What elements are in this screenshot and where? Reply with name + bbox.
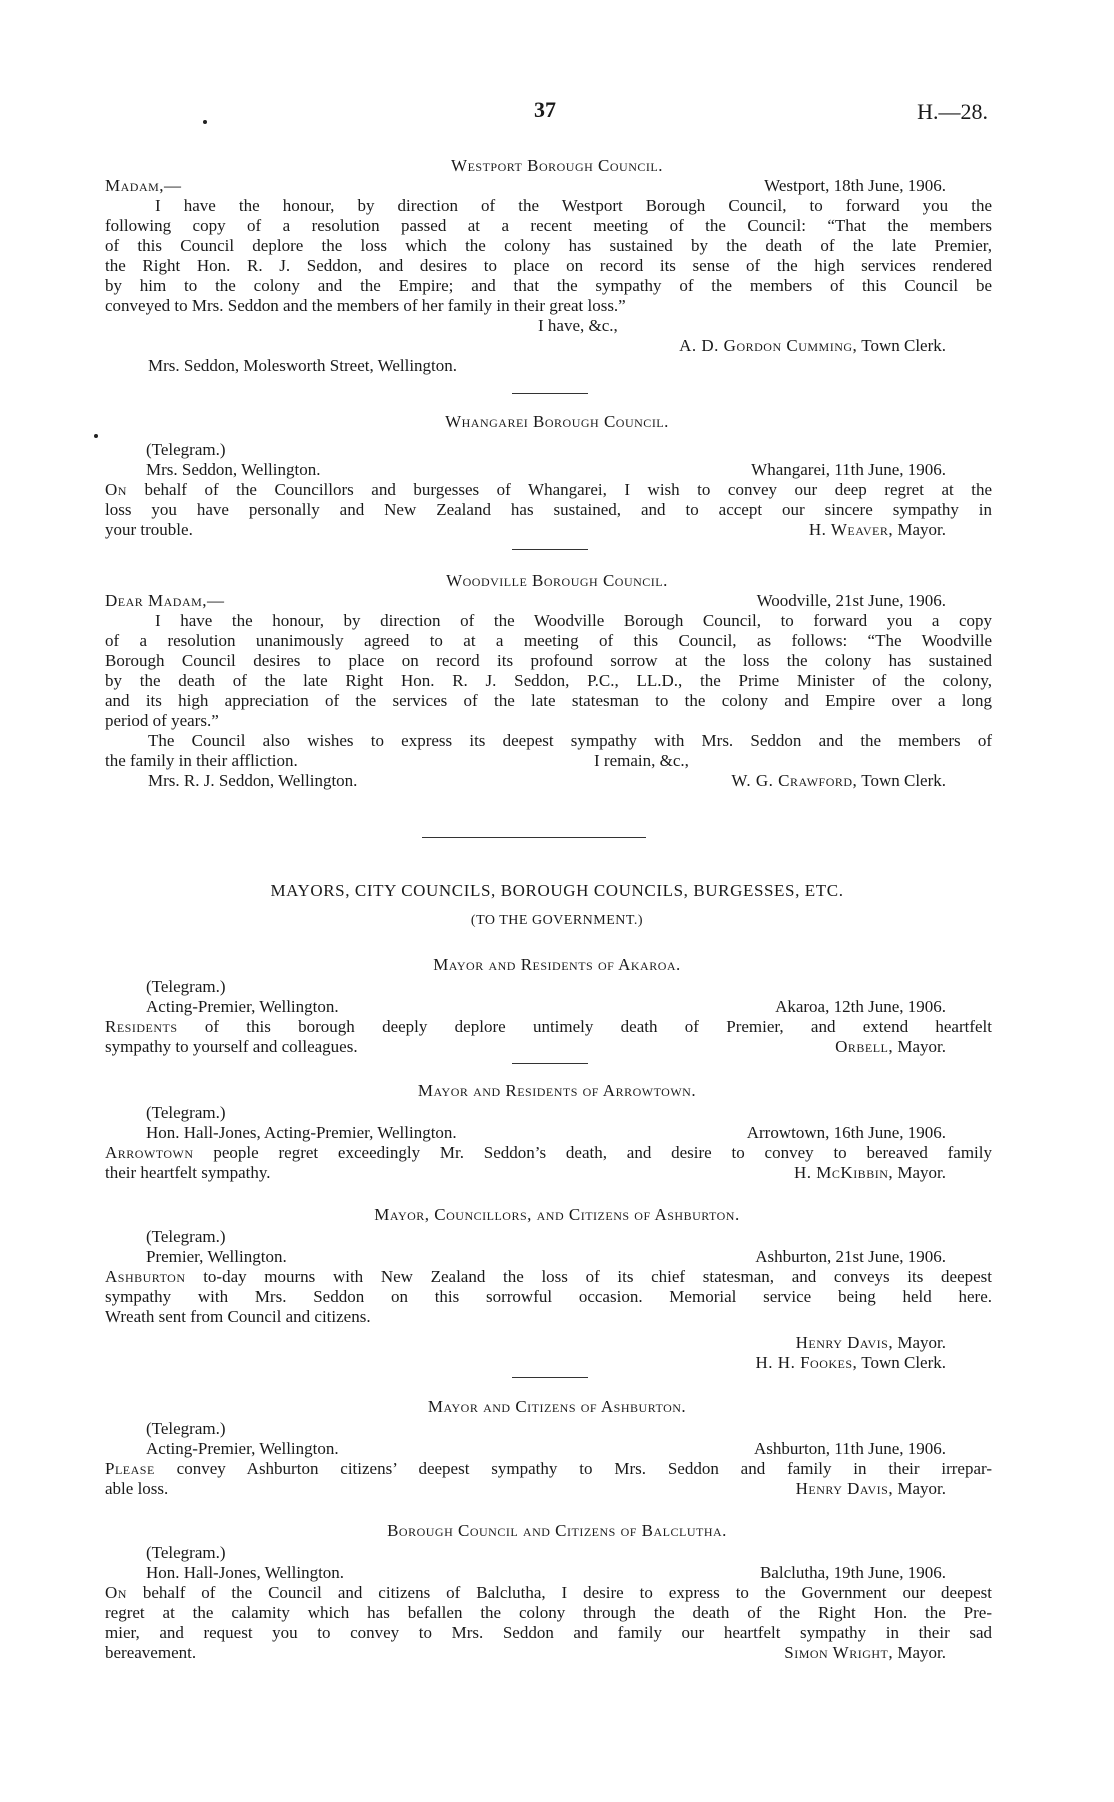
- closing: I have, &c.,: [538, 316, 618, 335]
- body-line: Wreath sent from Council and citizens.: [105, 1307, 371, 1326]
- telegram-label: (Telegram.): [146, 1227, 226, 1246]
- body-line: by him to the colony and the Empire; and that the sympathy of the members of this Council be: [105, 276, 992, 295]
- place-date: Balclutha, 19th June, 1906.: [759, 1563, 946, 1582]
- recipient: Hon. Hall-Jones, Acting-Premier, Wellington.: [146, 1123, 457, 1142]
- signature: [784, 1643, 946, 1663]
- body-line: Borough Council desires to place on record its profound sorrow at the loss the colony has sustained: [105, 651, 992, 670]
- body-line: On behalf of the Councillors and burgesses of Whangarei, I wish to convey our deep regret at the: [105, 480, 993, 499]
- signature-name: Simon Wright,: [784, 1643, 894, 1662]
- signature: [796, 1479, 946, 1499]
- body-line: sympathy to yourself and colleagues.: [105, 1037, 358, 1056]
- body-line: The Council also wishes to express its deepest sympathy with Mrs. Seddon and the members of: [148, 731, 992, 750]
- section-subtitle: (TO THE GOVERNMENT.): [470, 913, 644, 928]
- salutation: Dear Madam,—: [105, 591, 225, 610]
- separator-rule: [512, 393, 588, 394]
- signature-title: Mayor.: [897, 1163, 946, 1182]
- body-line: the family in their affliction.: [105, 751, 298, 770]
- place-date: Woodville, 21st June, 1906.: [756, 591, 946, 610]
- signature: [835, 1037, 946, 1057]
- body-line: conveyed to Mrs. Seddon and the members of her family in their great loss.”: [105, 296, 626, 315]
- body-line: regret at the calamity which has befallen the colony through the death of the Right Hon. the Pre-: [105, 1603, 992, 1622]
- body-line: of this Council deplore the loss which the colony has sustained by the death of the late Premier,: [105, 236, 992, 255]
- signature: [756, 1353, 946, 1373]
- print-speck: [203, 120, 207, 124]
- separator-rule: [512, 1377, 588, 1378]
- body-line: able loss.: [105, 1479, 169, 1498]
- body-line: period of years.”: [105, 711, 219, 730]
- closing: I remain, &c.,: [594, 751, 689, 770]
- document-reference: H.—28.: [917, 99, 988, 124]
- signature-name: W. G. Crawford,: [731, 771, 858, 790]
- lead-word: On: [105, 480, 127, 499]
- separator-rule: [512, 549, 588, 550]
- place-date: Westport, 18th June, 1906.: [764, 176, 946, 195]
- place-date: Arrowtown, 16th June, 1906.: [746, 1123, 946, 1142]
- lead-word: Arrowtown: [105, 1143, 194, 1162]
- telegram-label: (Telegram.): [146, 977, 226, 996]
- recipient: Premier, Wellington.: [146, 1247, 287, 1266]
- place-date: Whangarei, 11th June, 1906.: [751, 460, 946, 479]
- body-line: Residents of this borough deeply deplore untimely death of Premier, and extend heartfelt: [105, 1017, 992, 1036]
- section-heading: Westport Borough Council.: [451, 156, 663, 175]
- signature-title: Town Clerk.: [861, 336, 946, 355]
- signature-title: Town Clerk.: [861, 771, 946, 790]
- telegram-label: (Telegram.): [146, 1419, 226, 1438]
- section-heading: Mayor and Residents of Akaroa.: [433, 955, 681, 974]
- body-line: following copy of a resolution passed at a recent meeting of the Council: “That the members: [105, 216, 992, 235]
- signature-name: Henry Davis,: [795, 1333, 894, 1352]
- signature-title: Mayor.: [897, 1479, 946, 1498]
- section-heading: Whangarei Borough Council.: [445, 412, 669, 431]
- signature-title: Mayor.: [897, 1333, 946, 1352]
- signature: [731, 771, 946, 791]
- signature-title: Town Clerk.: [861, 1353, 946, 1372]
- recipient: Mrs. Seddon, Wellington.: [146, 460, 321, 479]
- body-line: bereavement.: [105, 1643, 197, 1662]
- salutation: Madam,—: [105, 176, 182, 195]
- signature-title: Mayor.: [897, 520, 946, 539]
- telegram-label: (Telegram.): [146, 1103, 226, 1122]
- recipient: Hon. Hall-Jones, Wellington.: [146, 1563, 345, 1582]
- signature: [796, 1333, 946, 1353]
- section-heading: Mayor and Citizens of Ashburton.: [427, 1397, 687, 1416]
- body-line: I have the honour, by direction of the Westport Borough Council, to forward you the: [155, 196, 992, 215]
- body-line: of a resolution unanimously agreed to at a meeting of this Council, as follows: “The Woodville: [105, 631, 992, 650]
- place-date: Ashburton, 21st June, 1906.: [755, 1247, 946, 1266]
- telegram-label: (Telegram.): [146, 440, 226, 459]
- place-date: Akaroa, 12th June, 1906.: [775, 997, 946, 1016]
- separator-rule-long: [422, 837, 646, 838]
- body-line: loss you have personally and New Zealand has sustained, and to accept our sincere sympathy in: [105, 500, 992, 519]
- recipient: Acting-Premier, Wellington.: [146, 997, 339, 1016]
- body-line: your trouble.: [105, 520, 193, 539]
- signature: [809, 520, 946, 540]
- section-heading: Mayor and Residents of Arrowtown.: [417, 1081, 697, 1100]
- body-line: sympathy with Mrs. Seddon on this sorrowful occasion. Memorial service being held here.: [105, 1287, 992, 1306]
- lead-word: On: [105, 1583, 127, 1602]
- lead-word: Ashburton: [105, 1267, 186, 1286]
- section-heading: Borough Council and Citizens of Balclutha.: [387, 1521, 727, 1540]
- separator-rule: [512, 1063, 588, 1064]
- addressee: Mrs. R. J. Seddon, Wellington.: [148, 771, 358, 790]
- body-line: Arrowtown people regret exceedingly Mr. Seddon’s death, and desire to convey to bereaved family: [105, 1143, 993, 1162]
- signature-name: H. Weaver,: [808, 520, 894, 539]
- body-line: and its high appreciation of the services of the late statesman to the colony and Empire over a long: [105, 691, 992, 710]
- body-line: the Right Hon. R. J. Seddon, and desires to place on record its sense of the high services rendered: [105, 256, 992, 275]
- section-heading: Mayor, Councillors, and Citizens of Ashburton.: [374, 1205, 740, 1224]
- body-line: by the death of the late Right Hon. R. J. Seddon, P.C., LL.D., the Prime Minister of the colony,: [105, 671, 992, 690]
- body-line: mier, and request you to convey to Mrs. Seddon and family our heartfelt sympathy in their sad: [105, 1623, 992, 1642]
- lead-word: Residents: [105, 1017, 178, 1036]
- signature-name: Henry Davis,: [795, 1479, 894, 1498]
- body-line: I have the honour, by direction of the Woodville Borough Council, to forward you a copy: [155, 611, 992, 630]
- print-speck: [94, 434, 98, 438]
- signature-title: Mayor.: [897, 1037, 946, 1056]
- lead-word: Please: [105, 1459, 155, 1478]
- telegram-label: (Telegram.): [146, 1543, 226, 1562]
- body-line: On behalf of the Council and citizens of Balclutha, I desire to express to the Government our deepest: [105, 1583, 993, 1602]
- body-line: Ashburton to-day mourns with New Zealand the loss of its chief statesman, and conveys its deepest: [105, 1267, 992, 1286]
- signature: [679, 336, 946, 356]
- page-number: 37: [534, 97, 556, 122]
- recipient: Acting-Premier, Wellington.: [146, 1439, 339, 1458]
- signature-name: Orbell,: [835, 1037, 894, 1056]
- section-heading: Woodville Borough Council.: [446, 571, 668, 590]
- body-line: Please convey Ashburton citizens’ deepest sympathy to Mrs. Seddon and family in their irrepar-: [105, 1459, 992, 1478]
- signature-title: Mayor.: [897, 1643, 946, 1662]
- signature-name: H. H. Fookes,: [755, 1353, 858, 1372]
- addressee: Mrs. Seddon, Molesworth Street, Wellington.: [148, 356, 458, 375]
- section-title: MAYORS, CITY COUNCILS, BOROUGH COUNCILS, BURGESSES, ETC.: [270, 881, 844, 900]
- place-date: Ashburton, 11th June, 1906.: [753, 1439, 946, 1458]
- body-line: their heartfelt sympathy.: [105, 1163, 271, 1182]
- signature-name: H. McKibbin,: [794, 1163, 894, 1182]
- signature: [794, 1163, 946, 1183]
- signature-name: A. D. Gordon Cumming,: [679, 336, 858, 355]
